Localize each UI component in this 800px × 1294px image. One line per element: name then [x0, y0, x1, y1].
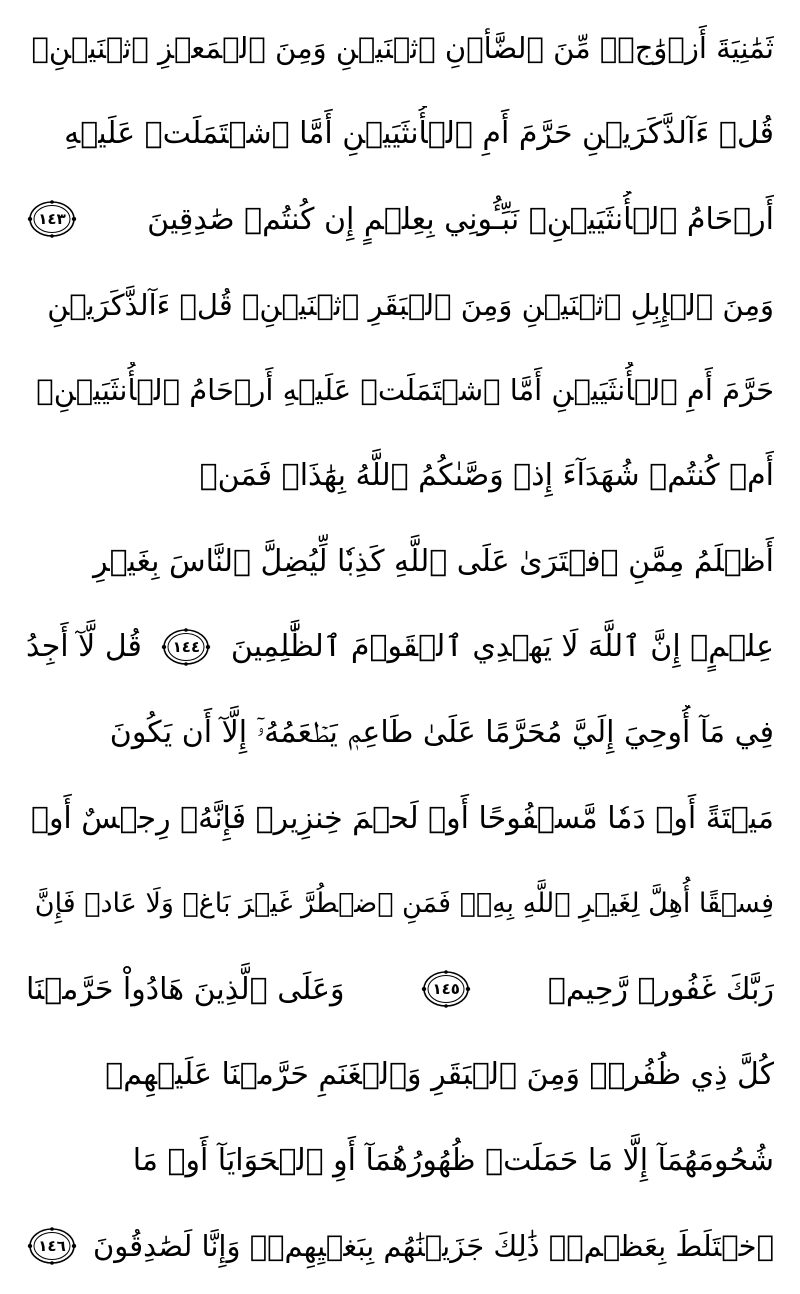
quran-line	[26, 1132, 774, 1188]
quran-line	[26, 20, 774, 76]
quran-line	[26, 790, 774, 846]
line-text: قُلۡ ءَآلذَّكَرَيۡنِ حَرَّمَ أَمِ ٱلۡأُنثَيَيۡنِ أَمَّا ٱشۡتَمَلَتۡ عَلَيۡهِ	[64, 116, 774, 152]
line-text: كُلَّ ذِي ظُفُرٖۖ وَمِنَ ٱلۡبَقَرِ وَٱلۡغَنَمِ حَرَّمۡنَا عَلَيۡهِمۡ	[105, 1057, 774, 1093]
quran-line	[26, 277, 774, 333]
line-text: أَرۡحَامُ ٱلۡأُنثَيَيۡنِۖ نَبِّـُٔونِي بِعِلۡمٍ إِن كُنتُمۡ صَٰدِقِينَ	[147, 201, 774, 237]
line-text: قُل لَّآ أَجِدُ	[26, 629, 142, 665]
quran-line	[26, 533, 774, 589]
ayah-end-marker	[26, 1226, 78, 1266]
quran-line	[26, 619, 774, 675]
ayah-number: ١٤٣	[38, 210, 66, 229]
line-text: عِلۡمٍۚ إِنَّ ٱللَّهَ لَا يَهۡدِي ٱلۡقَوۡمَ ٱلظَّٰلِمِينَ	[230, 629, 774, 665]
quran-line	[26, 961, 774, 1017]
quran-line	[26, 705, 774, 761]
line-text: رَبَّكَ غَفُورٞ رَّحِيمٞ	[547, 971, 774, 1007]
ayah-end-marker	[160, 627, 212, 667]
quran-line	[26, 1218, 774, 1274]
line-text: وَعَلَى ٱلَّذِينَ هَادُواْ حَرَّمۡنَا	[26, 971, 345, 1007]
line-text: وَمِنَ ٱلۡإِبِلِ ٱثۡنَيۡنِ وَمِنَ ٱلۡبَقَرِ ٱثۡنَيۡنِۗ قُلۡ ءَآلذَّكَرَيۡنِ	[47, 287, 774, 322]
ayah-end-marker	[26, 199, 78, 239]
ayah-number: ١٤٤	[172, 637, 201, 656]
line-text: أَظۡلَمُ مِمَّنِ ٱفۡتَرَىٰ عَلَى ٱللَّهِ كَذِبٗا لِّيُضِلَّ ٱلنَّاسَ بِغَيۡرِ	[93, 543, 774, 579]
line-text: ثَمَٰنِيَةَ أَزۡوَٰجٖۖ مِّنَ ٱلضَّأۡنِ ٱثۡنَيۡنِ وَمِنَ ٱلۡمَعۡزِ ٱثۡنَيۡنِۗ	[31, 31, 774, 65]
line-text: مَيۡتَةً أَوۡ دَمٗا مَّسۡفُوحًا أَوۡ لَحۡمَ خِنزِيرٖ فَإِنَّهُۥ رِجۡسٌ أَوۡ	[30, 800, 774, 836]
quran-line	[26, 876, 774, 932]
quran-line	[26, 448, 774, 504]
line-text: حَرَّمَ أَمِ ٱلۡأُنثَيَيۡنِ أَمَّا ٱشۡتَمَلَتۡ عَلَيۡهِ أَرۡحَامُ ٱلۡأُنثَيَيۡنِۖ	[36, 373, 774, 408]
line-text: فِسۡقًا أُهِلَّ لِغَيۡرِ ٱللَّهِ بِهِۦۚ فَمَنِ ٱضۡطُرَّ غَيۡرَ بَاغٖ وَلَا عَادٖ فَإِنَّ	[34, 888, 774, 920]
line-text: ٱخۡتَلَطَ بِعَظۡمٖۚ ذَٰلِكَ جَزَيۡنَٰهُم بِبَغۡيِهِمۡۖ وَإِنَّا لَصَٰدِقُونَ	[92, 1228, 774, 1263]
quran-line	[26, 362, 774, 418]
line-text: أَمۡ كُنتُمۡ شُهَدَآءَ إِذۡ وَصَّىٰكُمُ ٱللَّهُ بِهَٰذَاۚ فَمَنۡ	[199, 458, 774, 494]
quran-line	[26, 106, 774, 162]
line-text: فِي مَآ أُوحِيَ إِلَيَّ مُحَرَّمًا عَلَىٰ طَاعِمٖ يَطۡعَمُهُۥٓ إِلَّآ أَن يَكُونَ	[109, 715, 774, 750]
ayah-end-marker	[420, 969, 472, 1009]
line-text: شُحُومَهُمَآ إِلَّا مَا حَمَلَتۡ ظُهُورُهُمَآ أَوِ ٱلۡحَوَايَآ أَوۡ مَا	[132, 1142, 774, 1178]
quran-line	[26, 191, 774, 247]
ayah-number: ١٤٥	[432, 980, 460, 999]
ayah-number: ١٤٦	[38, 1236, 66, 1255]
quran-line	[26, 1047, 774, 1103]
